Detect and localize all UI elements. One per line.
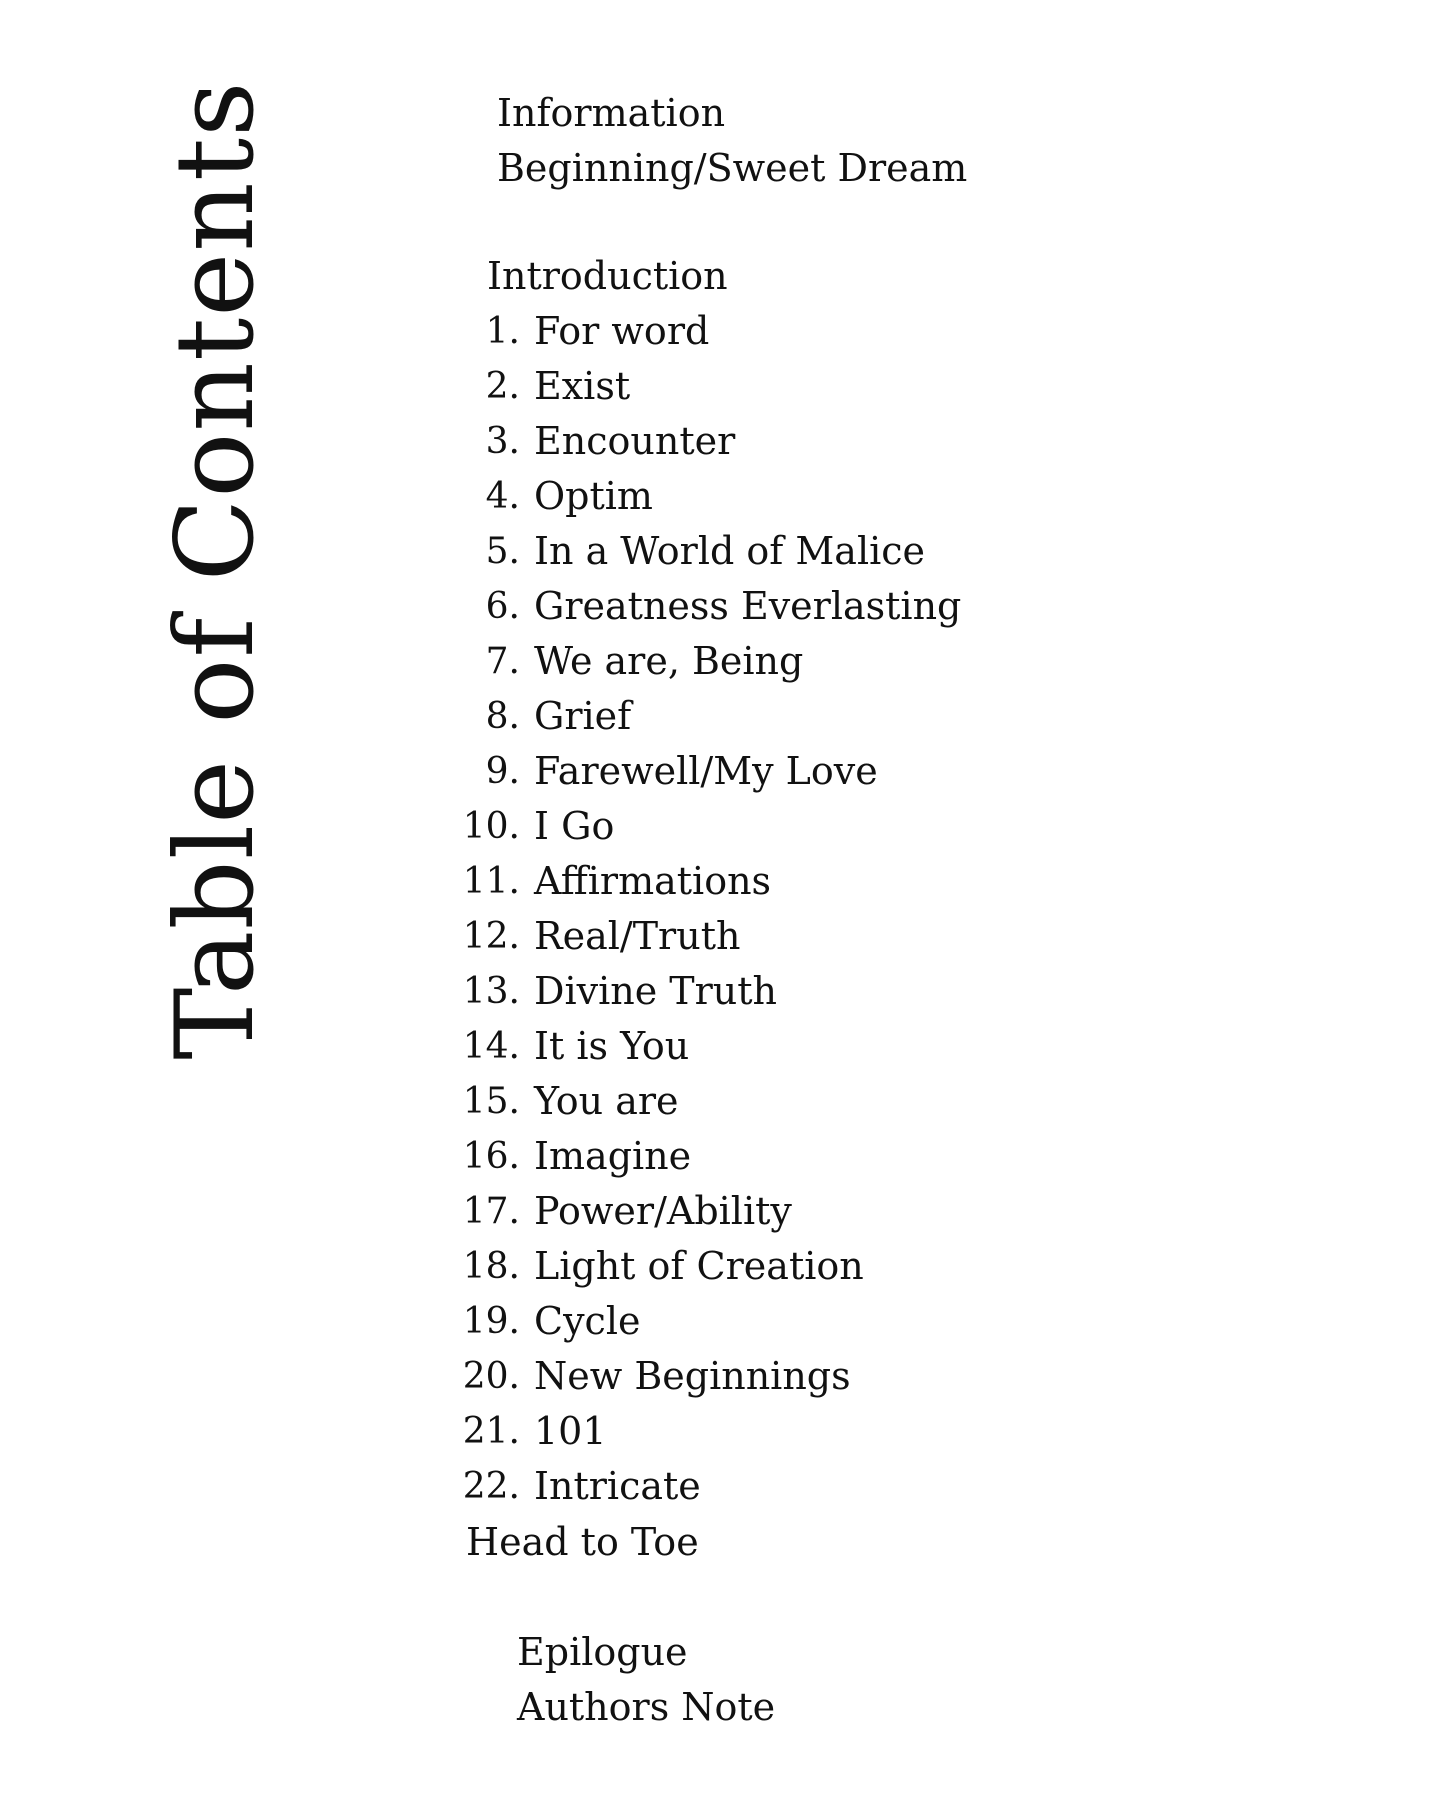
page-title: Table of Contents xyxy=(153,80,278,1060)
chapter-number: 17. xyxy=(462,1191,520,1232)
chapter-title: Affirmations xyxy=(534,859,772,903)
chapter-number: 7. xyxy=(485,641,520,682)
chapter-item xyxy=(450,414,961,469)
toc-entry-epilogue: Epilogue xyxy=(517,1630,688,1674)
chapter-item xyxy=(450,744,961,799)
chapter-title: Real/Truth xyxy=(534,914,741,958)
chapter-list xyxy=(450,304,961,1514)
chapter-item xyxy=(450,1239,961,1294)
chapter-number: 1. xyxy=(485,311,520,352)
chapter-number: 8. xyxy=(485,696,520,737)
chapter-number: 2. xyxy=(485,366,520,407)
chapter-title: Imagine xyxy=(534,1134,692,1178)
introduction-block xyxy=(487,249,728,304)
toc-entry-introduction: Introduction xyxy=(487,254,728,298)
chapter-item xyxy=(450,689,961,744)
chapter-number: 20. xyxy=(462,1356,520,1397)
chapter-title: I Go xyxy=(534,804,615,848)
chapter-item xyxy=(450,1294,961,1349)
chapter-item xyxy=(450,1459,961,1514)
chapter-item xyxy=(450,799,961,854)
toc-entry-head-to-toe: Head to Toe xyxy=(466,1520,699,1564)
chapter-title: Power/Ability xyxy=(534,1189,792,1233)
chapter-title: We are, Being xyxy=(534,639,804,683)
chapter-number: 5. xyxy=(485,531,520,572)
chapter-item xyxy=(450,1019,961,1074)
chapter-number: 13. xyxy=(462,971,520,1012)
toc-entry-beginning: Beginning/Sweet Dream xyxy=(497,146,968,190)
chapter-number: 16. xyxy=(462,1136,520,1177)
chapter-title: You are xyxy=(534,1079,679,1123)
chapter-item xyxy=(450,469,961,524)
head-to-toe-block xyxy=(466,1515,699,1570)
chapter-number: 12. xyxy=(462,916,520,957)
chapter-item xyxy=(450,1404,961,1459)
chapter-title: Farewell/My Love xyxy=(534,749,878,793)
chapter-title: For word xyxy=(534,309,710,353)
chapter-title: Light of Creation xyxy=(534,1244,864,1288)
chapter-number: 15. xyxy=(462,1081,520,1122)
chapter-item xyxy=(450,304,961,359)
chapter-number: 6. xyxy=(485,586,520,627)
chapter-title: New Beginnings xyxy=(534,1354,851,1398)
chapter-item xyxy=(450,1074,961,1129)
chapter-number: 10. xyxy=(462,806,520,847)
chapter-number: 14. xyxy=(462,1026,520,1067)
chapter-number: 9. xyxy=(485,751,520,792)
chapter-number: 3. xyxy=(485,421,520,462)
chapter-number: 11. xyxy=(462,861,520,902)
chapter-title: Cycle xyxy=(534,1299,641,1343)
chapter-item xyxy=(450,359,961,414)
chapter-item xyxy=(450,854,961,909)
chapter-item xyxy=(450,634,961,689)
chapter-title: Encounter xyxy=(534,419,736,463)
toc-entry-authors-note: Authors Note xyxy=(517,1685,776,1729)
chapter-item xyxy=(450,964,961,1019)
chapter-item xyxy=(450,524,961,579)
chapter-title: Divine Truth xyxy=(534,969,778,1013)
chapter-item xyxy=(450,579,961,634)
chapter-title: Grief xyxy=(534,694,632,738)
chapter-title: Greatness Everlasting xyxy=(534,584,962,628)
chapter-title: It is You xyxy=(534,1024,690,1068)
chapter-title: 101 xyxy=(534,1409,607,1453)
chapter-title: Exist xyxy=(534,364,631,408)
chapter-item xyxy=(450,1129,961,1184)
chapter-number: 22. xyxy=(462,1466,520,1507)
back-matter-list xyxy=(517,1625,775,1735)
toc-entry-information: Information xyxy=(497,91,726,135)
chapter-title: Intricate xyxy=(534,1464,701,1508)
chapter-number: 4. xyxy=(485,476,520,517)
chapter-number: 18. xyxy=(462,1246,520,1287)
front-matter-list xyxy=(497,86,967,196)
chapter-title: Optim xyxy=(534,474,653,518)
chapter-item xyxy=(450,909,961,964)
chapter-number: 19. xyxy=(462,1301,520,1342)
chapter-item xyxy=(450,1184,961,1239)
chapter-title: In a World of Malice xyxy=(534,529,926,573)
chapter-item xyxy=(450,1349,961,1404)
chapter-number: 21. xyxy=(462,1411,520,1452)
